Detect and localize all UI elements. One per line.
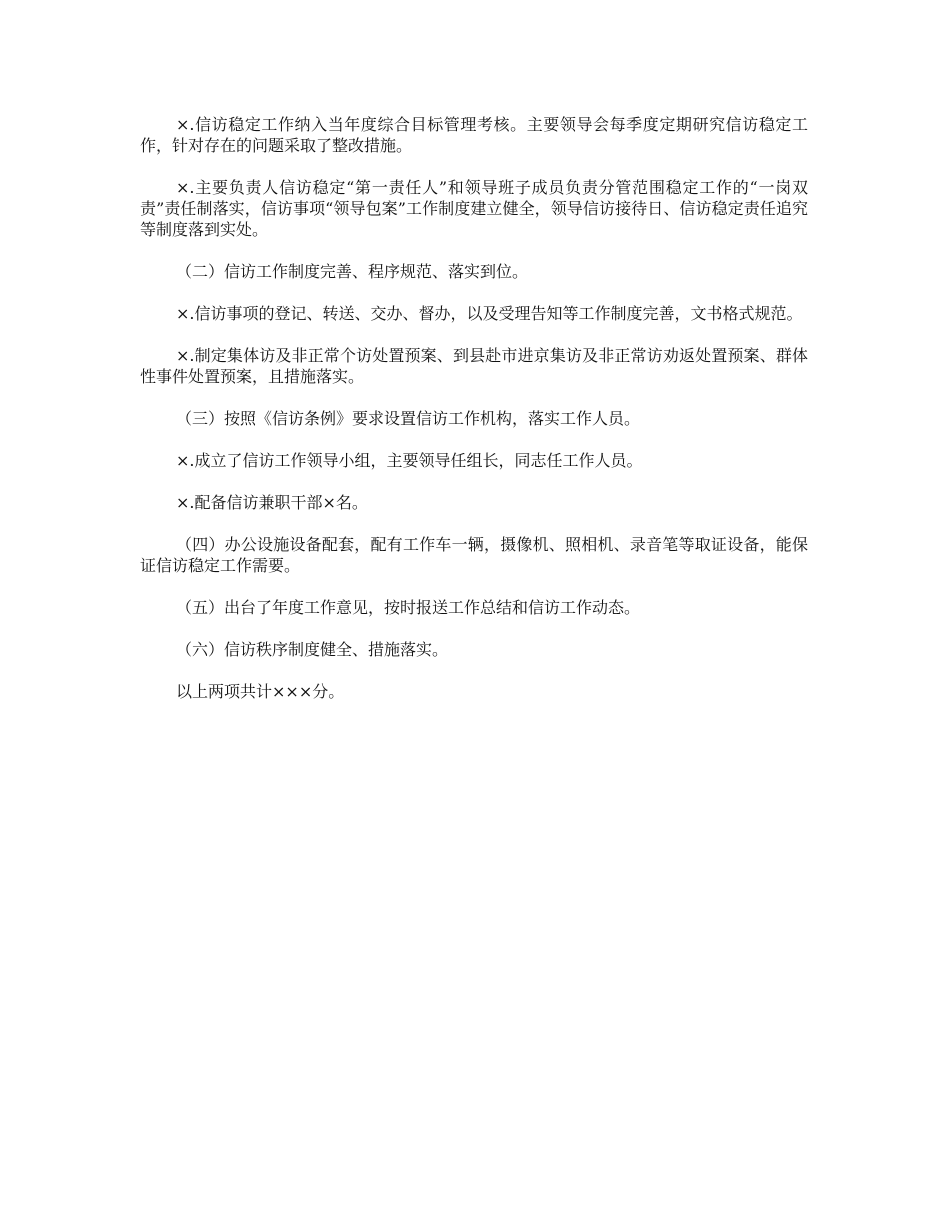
section-heading-3: （三）按照《信访条例》要求设置信访工作机构，落实工作人员。 — [176, 409, 641, 428]
paragraph-3: ×.信访事项的登记、转送、交办、督办，以及受理告知等工作制度完善，文书格式规范。 — [176, 304, 803, 323]
section-heading-5: （五）出台了年度工作意见，按时报送工作总结和信访工作动态。 — [176, 598, 641, 617]
paragraph-4: ×.制定集体访及非正常个访处置预案、到县赴市进京集访及非正常访劝返处置预案、群体性事件处置预案，且措施落实。 — [140, 346, 808, 386]
paragraph-2: ×.主要负责人信访稳定“第一责任人”和领导班子成员负责分管范围稳定工作的“一岗双责”责任制落实，信访事项“领导包案”工作制度建立健全，领导信访接待日、信访稳定责任追究等制度落到实处。 — [140, 178, 808, 239]
paragraph-5: ×.成立了信访工作领导小组，主要领导任组长，同志任工作人员。 — [176, 451, 643, 470]
section-heading-4: （四）办公设施设备配套，配有工作车一辆，摄像机、照相机、录音笔等取证设备，能保证信访稳定工作需要。 — [140, 535, 808, 575]
document-body — [140, 114, 808, 723]
paragraph-6: ×.配备信访兼职干部×名。 — [176, 493, 368, 512]
paragraph-1: ×.信访稳定工作纳入当年度综合目标管理考核。主要领导会每季度定期研究信访稳定工作，针对存在的问题采取了整改措施。 — [140, 115, 808, 155]
section-heading-6: （六）信访秩序制度健全、措施落实。 — [176, 640, 449, 659]
section-heading-2: （二）信访工作制度完善、程序规范、落实到位。 — [176, 262, 529, 281]
summary-paragraph: 以上两项共计×××分。 — [176, 682, 345, 701]
